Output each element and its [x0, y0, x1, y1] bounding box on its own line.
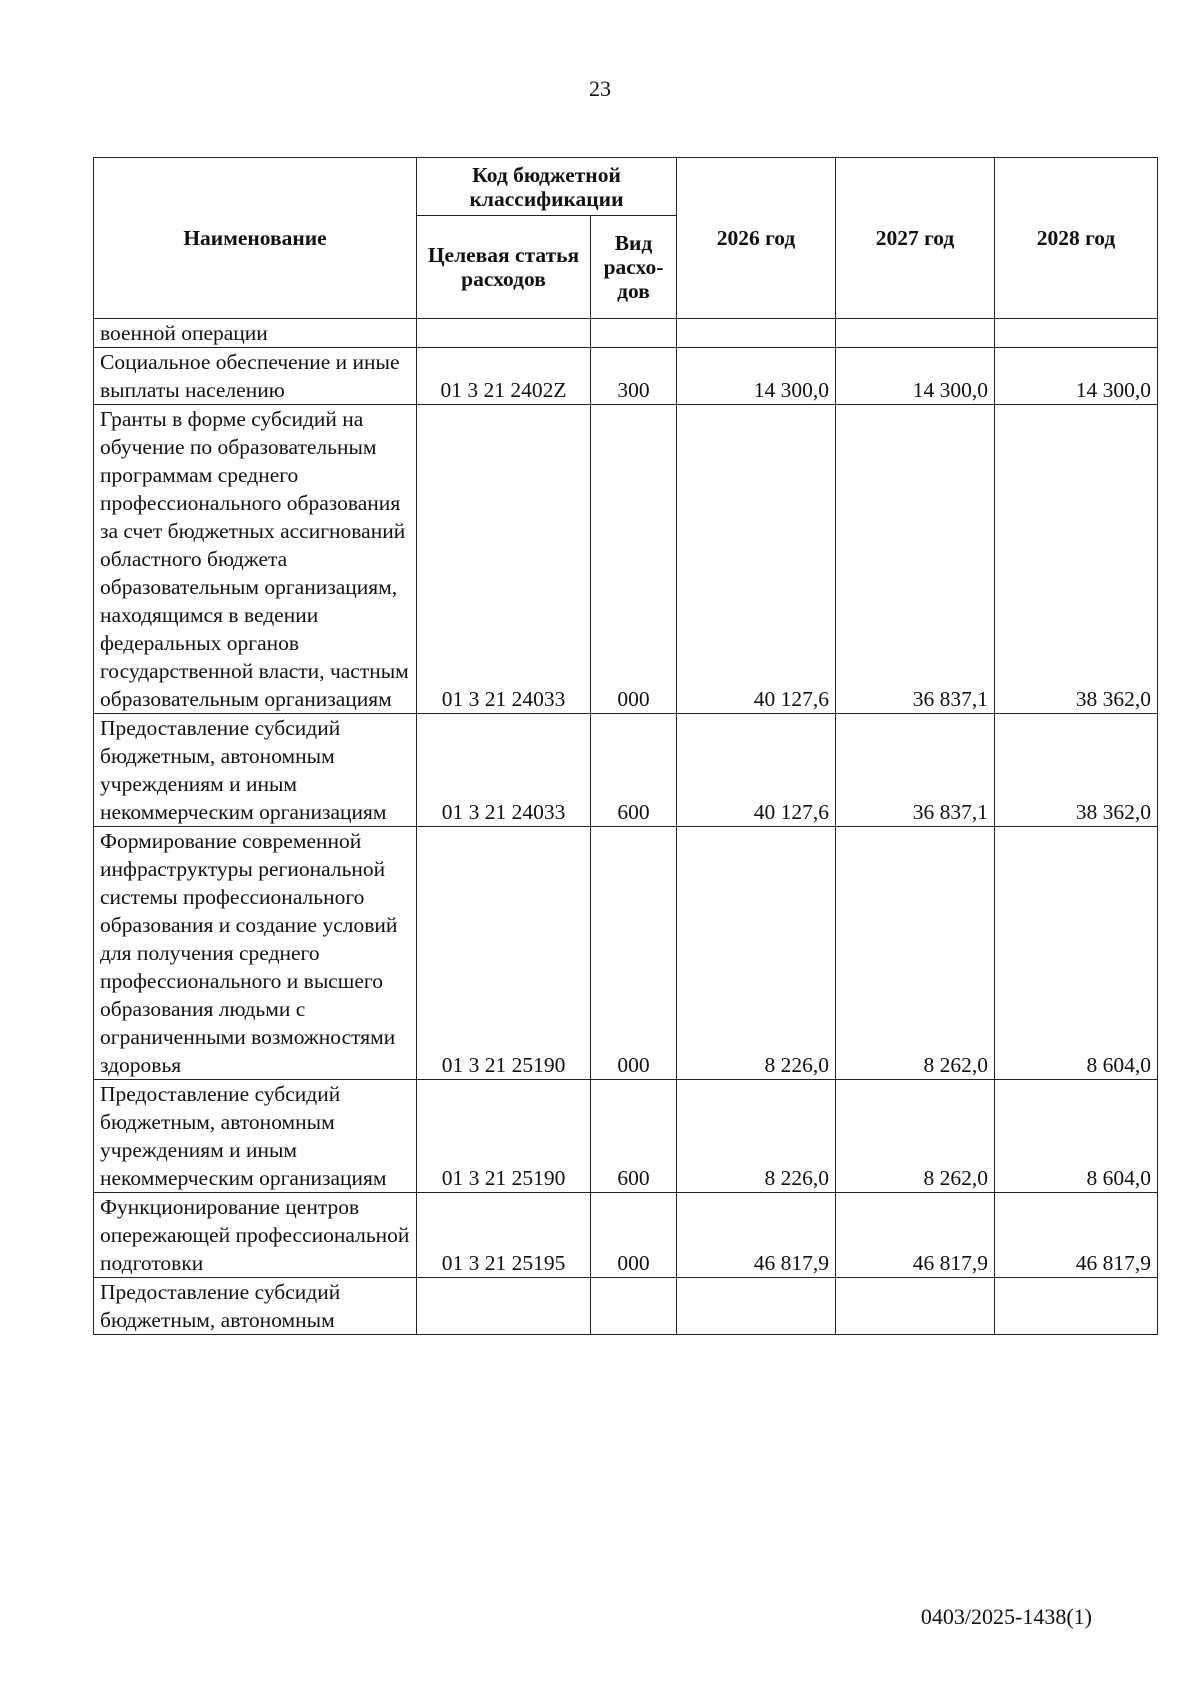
row-name: Предоставление субсидий бюджетным, автономным учреждениям и иным некоммерческим организациям [94, 1080, 417, 1193]
row-target-article [417, 319, 591, 348]
row-2027 [836, 1278, 995, 1335]
row-name: Формирование современной инфраструктуры региональной системы профессионального образования и создание условий для получения среднего профессионального и высшего образования людьми с ограниченными возможностями здоровья [94, 827, 417, 1080]
budget-table [93, 157, 1158, 1335]
row-target-article: 01 3 21 24033 [417, 405, 591, 714]
row-2027: 36 837,1 [836, 405, 995, 714]
table-row [94, 1278, 1158, 1335]
header-expense-type: Вид расхо-дов [591, 216, 677, 319]
row-2028: 38 362,0 [995, 405, 1158, 714]
header-name: Наименование [94, 158, 417, 319]
table-row [94, 1193, 1158, 1278]
row-target-article: 01 3 21 25195 [417, 1193, 591, 1278]
row-target-article: 01 3 21 24033 [417, 714, 591, 827]
row-name: военной операции [94, 319, 417, 348]
row-2027: 36 837,1 [836, 714, 995, 827]
header-2028: 2028 год [995, 158, 1158, 319]
row-2027 [836, 319, 995, 348]
row-2026: 14 300,0 [677, 348, 836, 405]
row-expense-type: 000 [591, 1193, 677, 1278]
row-name: Социальное обеспечение и иные выплаты населению [94, 348, 417, 405]
row-2028 [995, 319, 1158, 348]
row-expense-type: 000 [591, 405, 677, 714]
row-2026: 40 127,6 [677, 405, 836, 714]
header-target-article: Целевая статья расходов [417, 216, 591, 319]
row-name: Гранты в форме субсидий на обучение по образовательным программам среднего профессионального образования за счет бюджетных ассигнований областного бюджета образовательным организациям, находящимся в ведении федеральных органов государственной власти, частным образовательным организациям [94, 405, 417, 714]
table-row [94, 348, 1158, 405]
row-target-article: 01 3 21 2402Z [417, 348, 591, 405]
document-code: 0403/2025-1438(1) [920, 1604, 1092, 1629]
row-name: Предоставление субсидий бюджетным, автономным учреждениям и иным некоммерческим организациям [94, 714, 417, 827]
table-header [94, 158, 1158, 319]
table-row [94, 405, 1158, 714]
row-expense-type [591, 319, 677, 348]
row-expense-type: 000 [591, 827, 677, 1080]
table-body [94, 319, 1158, 1335]
row-expense-type [591, 1278, 677, 1335]
table-row [94, 319, 1158, 348]
row-2028: 46 817,9 [995, 1193, 1158, 1278]
table-row [94, 1080, 1158, 1193]
header-2027: 2027 год [836, 158, 995, 319]
row-2026: 40 127,6 [677, 714, 836, 827]
row-expense-type: 300 [591, 348, 677, 405]
row-2028 [995, 1278, 1158, 1335]
row-name: Функционирование центров опережающей профессиональной подготовки [94, 1193, 417, 1278]
row-2026 [677, 1278, 836, 1335]
header-2026: 2026 год [677, 158, 836, 319]
row-2026 [677, 319, 836, 348]
row-2026: 46 817,9 [677, 1193, 836, 1278]
row-2026: 8 226,0 [677, 827, 836, 1080]
row-target-article [417, 1278, 591, 1335]
page-number: 23 [589, 76, 611, 101]
row-expense-type: 600 [591, 714, 677, 827]
table-row [94, 714, 1158, 827]
row-2028: 8 604,0 [995, 1080, 1158, 1193]
row-2026: 8 226,0 [677, 1080, 836, 1193]
row-name: Предоставление субсидий бюджетным, автономным [94, 1278, 417, 1335]
row-target-article: 01 3 21 25190 [417, 827, 591, 1080]
row-2028: 38 362,0 [995, 714, 1158, 827]
row-2027: 46 817,9 [836, 1193, 995, 1278]
table-row [94, 827, 1158, 1080]
row-expense-type: 600 [591, 1080, 677, 1193]
row-2028: 8 604,0 [995, 827, 1158, 1080]
header-code-group: Код бюджетной классификации [417, 158, 677, 216]
row-2027: 8 262,0 [836, 1080, 995, 1193]
row-2027: 8 262,0 [836, 827, 995, 1080]
row-2028: 14 300,0 [995, 348, 1158, 405]
row-2027: 14 300,0 [836, 348, 995, 405]
row-target-article: 01 3 21 25190 [417, 1080, 591, 1193]
